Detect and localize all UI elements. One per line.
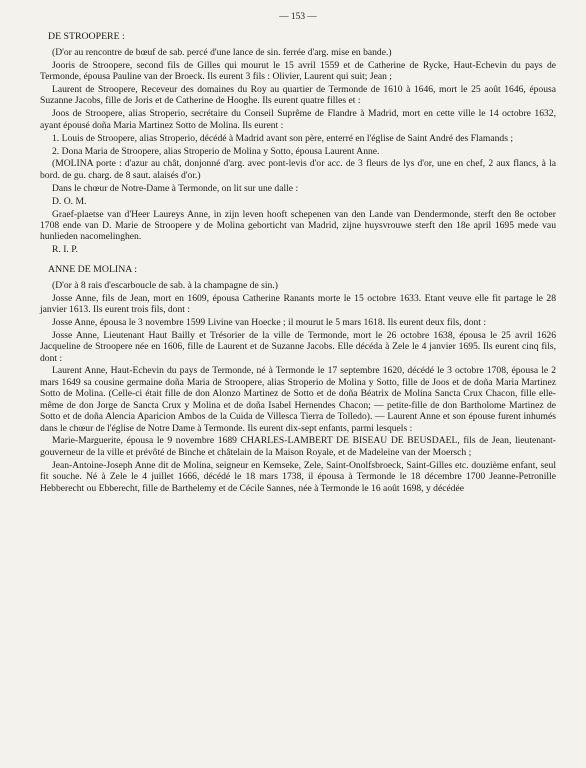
paragraph: Laurent de Stroopere, Receveur des domaines du Roy au quartier de Termonde de 1610 à 1646, mort le 25 août 1646, épousa Suzanne Jacobs, fille de Joris et de Catherine de Hooghe. Ils eurent quatre filles et : [40,84,556,107]
paragraph: (D'or au rencontre de bœuf de sab. percé d'une lance de sin. ferrée d'arg. mise en bande.) [52,46,392,58]
section-heading-de-stroopere: DE STROOPERE : [48,31,125,43]
inscription-dom: D. O. M. [52,195,87,207]
section-heading-anne-de-molina: ANNE DE MOLINA : [48,264,137,276]
paragraph: Joos de Stroopere, alias Stroperio, secrétaire du Conseil Suprême de Flandre à Madrid, mort en cette ville le 14 octobre 1632, ayant épousé doña Maria Martinez Sotto de Molina. Ils eurent : [40,108,556,131]
paragraph: Josse Anne, Lieutenant Haut Bailly et Trésorier de la ville de Termonde, mort le 26 octobre 1638, épousa le 25 avril 1626 Jacqueline de Stroopere née en 1606, fille de Laurent et de Suzanne Jacobs. Elle décéda à Zele le 4 janvier 1695. Ils eurent cinq fils, dont : [40,329,556,364]
paragraph: (MOLINA porte : d'azur au chât, donjonné d'arg. avec pont-levis d'or acc. de 3 fleurs de lys d'or, une en chef, 2 aux flancs, à la bord. de gu. charg. de 8 saut. alaisés d'or.) [40,158,556,181]
paragraph: Josse Anne, épousa le 3 novembre 1599 Livine van Hoecke ; il mourut le 5 mars 1618. Ils eurent deux fils, dont : [52,316,487,328]
paragraph: Josse Anne, fils de Jean, mort en 1609, épousa Catherine Ranants morte le 15 octobre 1633. Etant veuve elle fit partage le 28 janvier 1613. Ils eurent trois fils, dont : [40,292,556,315]
paragraph: 1. Louis de Stroopere, alias Stroperio, décédé à Madrid avant son père, enterré en l'église de Saint André des Flamands ; [52,132,514,144]
page-number: — 153 — [279,12,317,22]
inscription-rip: R. I. P. [52,244,78,256]
paragraph: Graef-plaetse van d'Heer Laureys Anne, in zijn leven hooft schepenen van den Lande van Dendermonde, sterft den 8e october 1708 ende van D. Marie de Stroopere y de Molina geborticht van Madrid, zijne huysvrouwe sterft den 18e april 1695 mede vau hunlieden nacomelinghen. [40,208,556,243]
paragraph: (D'or à 8 rais d'escarboucle de sab. à la champagne de sin.) [52,279,278,291]
paragraph: Jean-Antoine-Joseph Anne dit de Molina, seigneur en Kemseke, Zele, Saint-Onolfsbroeck, Saint-Gilles etc. douzième enfant, seul fit souche. Né à Zele le 4 juillet 1666, décédé le 18 mars 1738, il épousa à Termonde le 18 décembre 1700 Jeanne-Petronille Hebberecht ou Ebberecht, fille de Barthelemy et de Cécile Sannes, née à Termonde le 16 août 1698, y décédée [40,459,556,494]
paragraph: Laurent Anne, Haut-Echevin du pays de Termonde, né à Termonde le 17 septembre 1620, décédé le 3 octobre 1708, épousa le 2 mars 1649 sa cousine germaine doña Maria de Stroopere, alias Stroperio de Molina y Sotto, fille de Joos et de doña Maria Martinez Sotto de Molina. (Celle-ci était fille de don Alonzo Martinez de Sotto et de doña Béatrix de Molina Sancta Crux Chacon, fille elle-même de don Jorge de Sancta Crux y Molina et de doña Isabel Hernendes Chacon; — petite-fille de don Bartholome Martinez de Sotto et de doña Alencia Aparicion Ambos de la Cuida de Villesca Tierra de Tolledo). — Laurent Anne et son épouse furent inhumés dans le chœur de l'église de Notre Dame à Termonde. Ils eurent dix-sept enfants, parmi lesquels : [40,365,556,434]
paragraph: Marie-Marguerite, épousa le 9 novembre 1689 CHARLES-LAMBERT DE BISEAU DE BEUSDAEL, fils de Jean, lieutenant-gouverneur de la ville et prévôté de Binche et châtelain de la Maison Royale, et de Madeleine van der Moersch ; [40,435,556,458]
paragraph: Dans le chœur de Notre-Dame à Termonde, on lit sur une dalle : [52,182,299,194]
paragraph: Jooris de Stroopere, second fils de Gilles qui mourut le 15 avril 1559 et de Catherine de Rycke, Haut-Echevin du pays de Termonde, épousa Pauline van der Broeck. Ils eurent 3 fils : Olivier, Laurent qui suit; Jean ; [40,59,556,83]
paragraph: 2. Dona Maria de Stroopere, alias Stroperio de Molina y Sotto, épousa Laurent Anne. [52,145,380,157]
